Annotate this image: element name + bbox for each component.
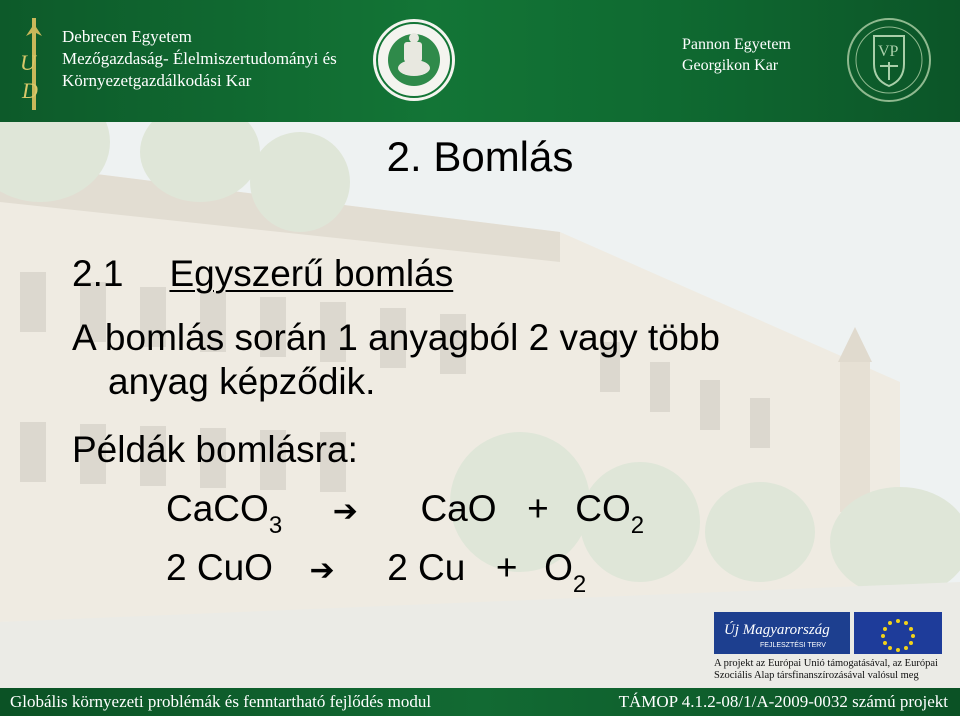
- equation-2: [166, 546, 587, 598]
- header-band: [0, 0, 960, 122]
- eq2-reactant: 2 CuO: [166, 547, 273, 588]
- eq1-product-1: CaO: [420, 488, 497, 529]
- equation-1: [166, 487, 645, 539]
- svg-text:U: U: [20, 50, 36, 75]
- eq1-product-2: CO: [575, 488, 631, 529]
- right-university-name: [682, 34, 791, 76]
- eq1-reactant-subscript: 3: [268, 512, 283, 539]
- left-university-line-1: Debrecen Egyetem: [62, 27, 192, 46]
- eu-funding-caption: [714, 658, 944, 682]
- eq1-reactant: CaCO: [166, 488, 269, 529]
- eq2-arrow-icon: ➔: [309, 554, 335, 587]
- faculty-seal-logo: [372, 18, 456, 102]
- footer-project-id: TÁMOP 4.1.2-08/1/A-2009-0032 számú projekt: [618, 692, 948, 711]
- examples-label: Példák bomlásra:: [72, 429, 358, 470]
- eq2-product-2-subscript: 2: [572, 571, 587, 598]
- right-university-line-2: Georgikon Kar: [682, 57, 779, 74]
- eq2-product-1: 2 Cu: [387, 547, 466, 588]
- eu-caption-line-2: Szociális Alap társfinanszírozásával valósul meg: [714, 670, 919, 681]
- footer-band: [0, 688, 960, 716]
- background-photo: [0, 122, 960, 688]
- right-university-line-1: Pannon Egyetem: [682, 36, 791, 53]
- section-title: Egyszerű bomlás: [169, 253, 454, 294]
- definition-paragraph: [72, 316, 912, 404]
- eq1-product-2-subscript: 2: [630, 512, 645, 539]
- building-illustration: [0, 122, 960, 688]
- left-university-line-3: Környezetgazdálkodási Kar: [62, 71, 252, 90]
- footer-module-name: Globális környezeti problémák és fenntartható fejlődés modul: [10, 692, 432, 711]
- eq2-product-2: O: [544, 547, 573, 588]
- eq2-plus: +: [495, 547, 518, 588]
- definition-line-1: A bomlás során 1 anyagból 2 vagy több: [72, 317, 720, 358]
- university-of-debrecen-logo: [14, 18, 54, 110]
- svg-text:VP: VP: [878, 43, 899, 60]
- pannon-university-crest: [846, 14, 932, 106]
- section-number: 2.1: [72, 253, 124, 294]
- eq1-arrow-icon: ➔: [332, 495, 358, 528]
- left-university-name: [62, 26, 337, 92]
- new-hungary-logo-subtext: FEJLESZTÉSI TERV: [760, 642, 826, 649]
- slide-title-text: 2. Bomlás: [386, 133, 574, 180]
- left-university-line-2: Mezőgazdaság- Élelmiszertudományi és: [62, 49, 337, 68]
- eu-caption-line-1: A projekt az Európai Unió támogatásával, az Európai: [714, 658, 938, 669]
- definition-line-2: anyag képződik.: [108, 361, 376, 402]
- eq1-plus: +: [527, 488, 549, 529]
- svg-text:D: D: [22, 78, 38, 103]
- section-heading: [72, 252, 453, 296]
- new-hungary-logo-text: Új Magyarország: [724, 622, 830, 638]
- slide-title: [0, 132, 960, 182]
